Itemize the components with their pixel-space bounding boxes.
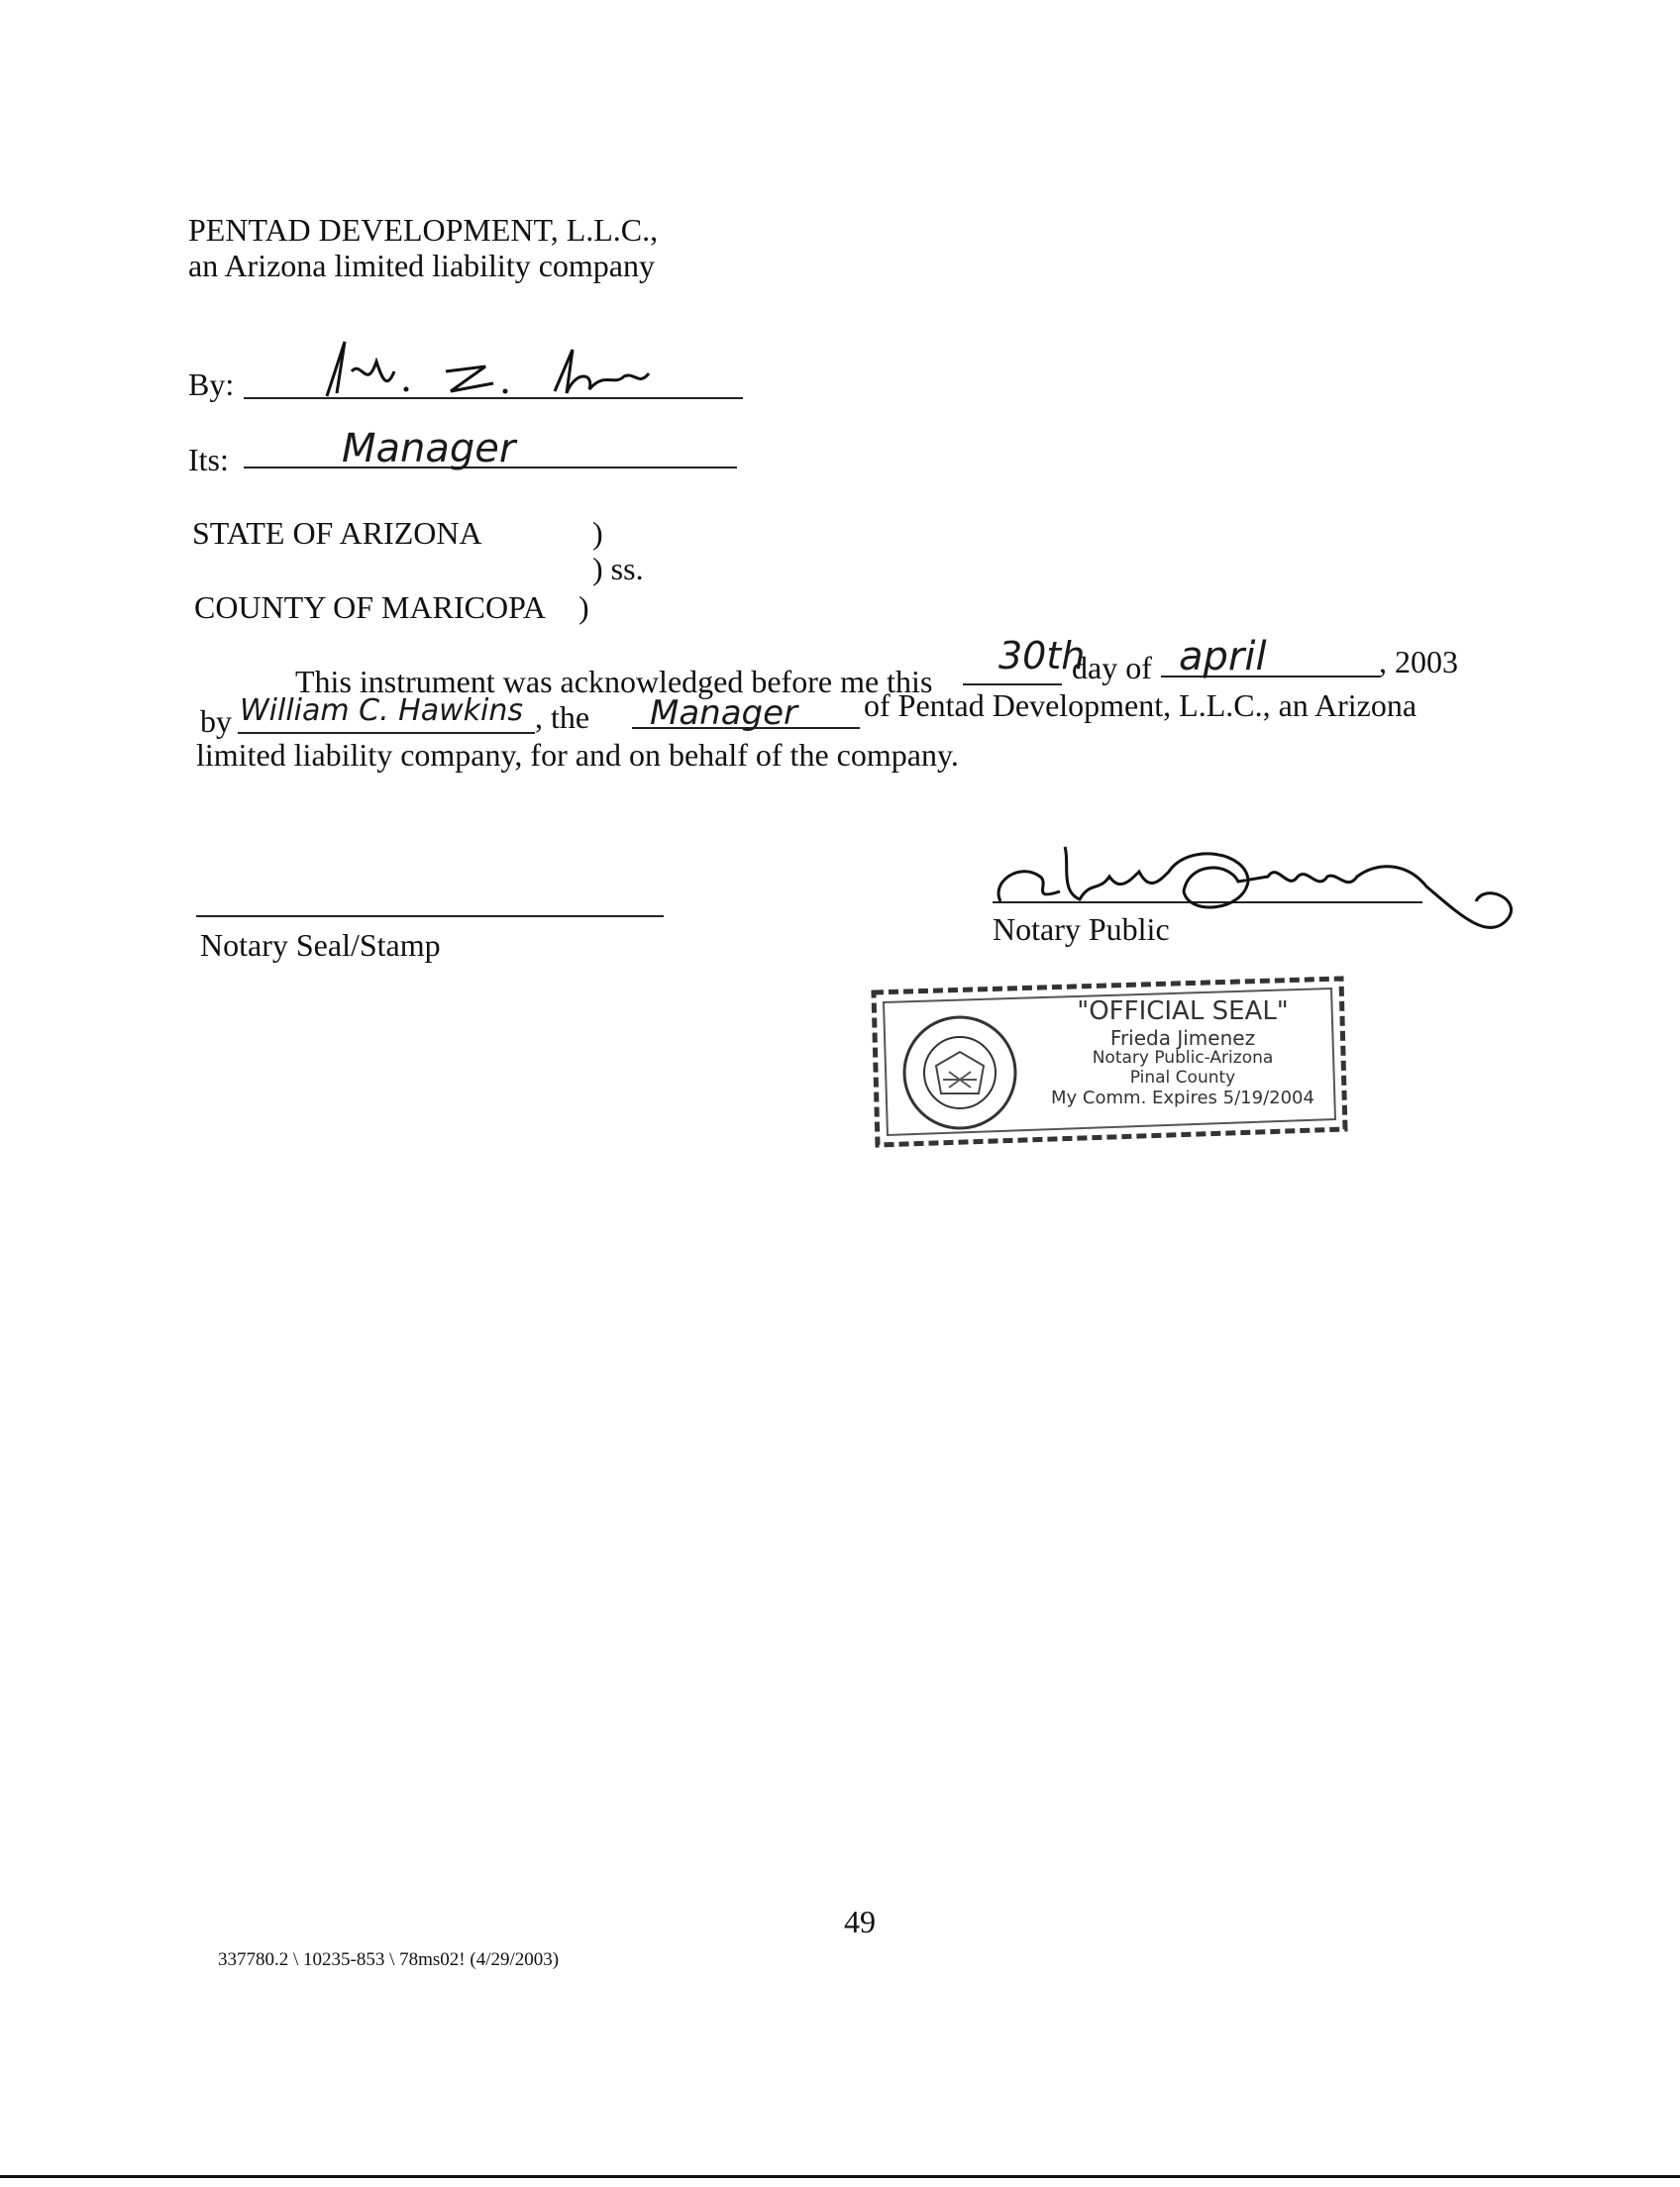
notary-seal-label: Notary Seal/Stamp [200,927,441,963]
state-label: STATE OF ARIZONA [192,515,482,551]
official-notary-stamp [866,971,1351,1159]
page-number: 49 [844,1904,876,1939]
ack-of-text: of Pentad Development, L.L.C., an Arizona [864,687,1418,723]
venue-ss: ) ss. [592,551,644,586]
company-description: an Arizona limited liability company [188,248,655,283]
venue-paren-top: ) [592,515,603,551]
ack-signer-line [238,732,535,734]
document-reference: 337780.2 \ 10235-853 \ 78ms02! (4/29/2003) [218,1949,560,1970]
state-seal-icon [901,1014,1018,1131]
authorized-signature [307,332,773,411]
ack-line3: limited liability company, for and on behalf of the company. [196,737,959,773]
ack-month-handwritten: april [1179,634,1267,679]
ack-signer-handwritten: William C. Hawkins [240,693,523,728]
seal-title: "OFFICIAL SEAL" [1077,996,1289,1026]
seal-expiration: My Comm. Expires 5/19/2004 [1051,1088,1314,1108]
seal-notary-name: Frieda Jimenez [1109,1026,1256,1050]
ack-title-handwritten: Manager [650,693,798,733]
ack-lead-text: This instrument was acknowledged before me this [295,664,933,699]
seal-notary-role: Notary Public-Arizona [1092,1048,1274,1068]
county-label: COUNTY OF MARICOPA [194,589,547,625]
notary-seal-line [196,915,664,917]
by-label: By: [188,366,235,402]
its-handwritten-title: Manager [342,426,516,471]
ack-the-label: , the [535,699,590,735]
company-name: PENTAD DEVELOPMENT, L.L.C., [188,212,659,248]
ack-year: , 2003 [1379,644,1458,679]
notary-public-label: Notary Public [993,911,1170,947]
page-bottom-edge [0,2175,1680,2178]
ack-day-line [963,683,1062,685]
venue-paren-bottom: ) [578,589,589,625]
its-label: Its: [188,442,229,477]
ack-by-label: by [200,703,232,739]
ack-day-handwritten: 30th [998,634,1086,677]
seal-county: Pinal County [1129,1068,1236,1088]
ack-day-of: day of [1072,650,1152,685]
